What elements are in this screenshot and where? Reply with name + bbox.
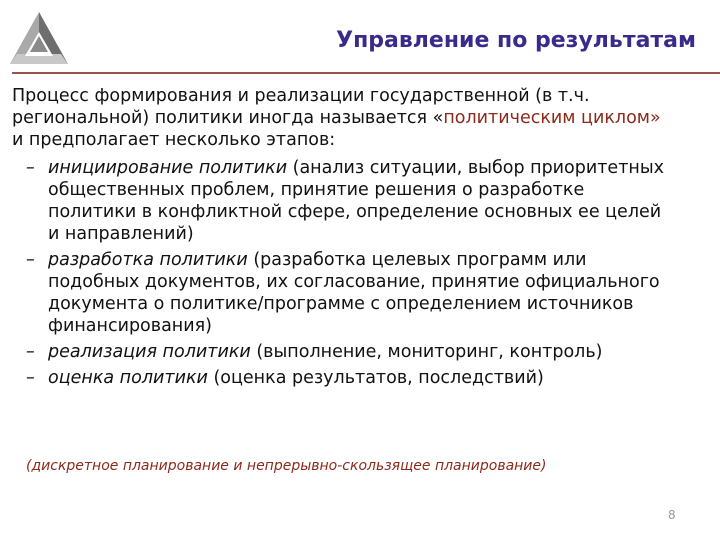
political-cycle-term: политическим циклом bbox=[443, 108, 650, 128]
intro-line: Процесс формирования и реализации государственной (в т.ч. bbox=[12, 86, 590, 106]
intro-text: региональной) политики иногда называется « bbox=[12, 108, 444, 128]
slide-content bbox=[12, 85, 720, 393]
list-dash: – bbox=[26, 368, 35, 388]
quote-mark: » bbox=[650, 108, 661, 128]
stage-line: и направлений) bbox=[48, 224, 194, 244]
stage-line: документа о политике/программе с определением источников bbox=[48, 294, 634, 314]
penrose-triangle-icon bbox=[8, 10, 70, 68]
planning-note: (дискретное планирование и непрерывно-скользящее планирование) bbox=[26, 458, 547, 474]
list-dash: – bbox=[26, 250, 35, 270]
stage-item bbox=[12, 157, 720, 245]
stages-list bbox=[12, 157, 720, 389]
stage-description: (выполнение, мониторинг, контроль) bbox=[250, 342, 603, 362]
stage-line bbox=[48, 157, 720, 179]
stage-term: реализация политики bbox=[48, 342, 251, 362]
page-number: 8 bbox=[668, 508, 676, 522]
intro-line: и предполагает несколько этапов: bbox=[12, 130, 336, 150]
stage-item bbox=[12, 249, 720, 337]
list-dash: – bbox=[26, 158, 35, 178]
stage-line: финансирования) bbox=[48, 316, 212, 336]
stage-term: разработка политики bbox=[48, 250, 248, 270]
stage-line bbox=[48, 249, 720, 271]
intro-line bbox=[12, 107, 720, 129]
stage-item bbox=[12, 367, 720, 389]
header-divider bbox=[12, 72, 720, 74]
stage-description: (разработка целевых программ или bbox=[247, 250, 587, 270]
stage-line bbox=[48, 341, 720, 363]
stage-description: (анализ ситуации, выбор приоритетных bbox=[287, 158, 665, 178]
intro-paragraph bbox=[12, 85, 720, 151]
page-title: Управление по результатам bbox=[336, 28, 696, 53]
stage-term: оценка политики bbox=[48, 368, 208, 388]
stage-line: общественных проблем, принятие решения о разработке bbox=[48, 180, 585, 200]
stage-line bbox=[48, 367, 720, 389]
stage-term: инициирование политики bbox=[48, 158, 288, 178]
stage-item bbox=[12, 341, 720, 363]
stage-line: подобных документов, их согласование, принятие официального bbox=[48, 272, 660, 292]
list-dash: – bbox=[26, 342, 35, 362]
stage-description: (оценка результатов, последствий) bbox=[207, 368, 544, 388]
stage-line: политики в конфликтной сфере, определение основных ее целей bbox=[48, 202, 662, 222]
